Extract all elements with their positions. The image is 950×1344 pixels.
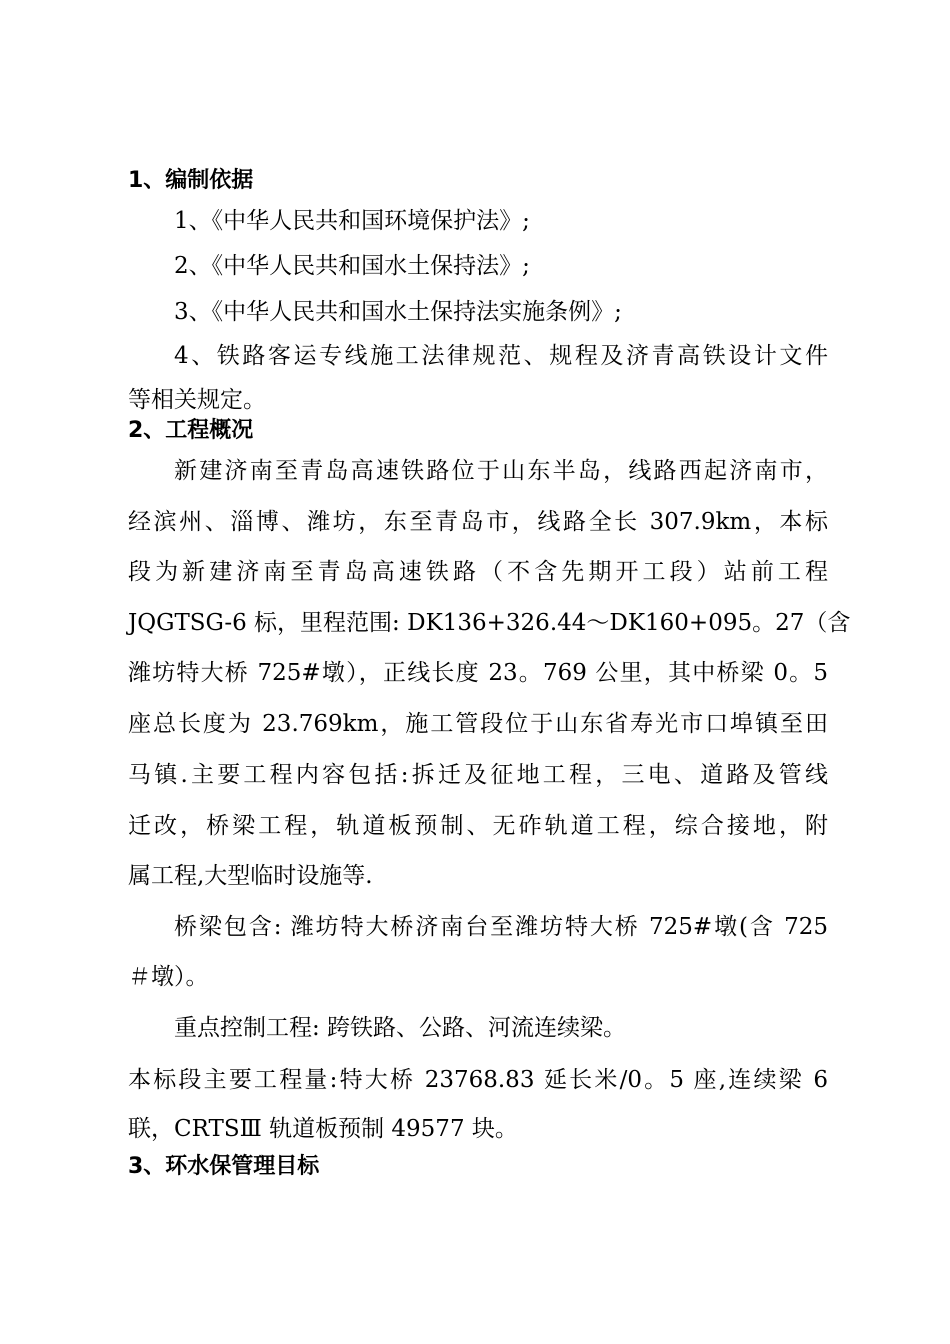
- basis-item-3: 3、《中华人民共和国水土保持法实施条例》;: [174, 299, 622, 325]
- overview-para-line-3: 段为新建济南至青岛高速铁路（不含先期开工段）站前工程: [128, 559, 828, 585]
- overview-para-line-4: JQGTSG-6 标，里程范围: DK136+326.44～DK160+095。27（含: [128, 610, 851, 636]
- overview-para-line-8: 迁改，桥梁工程，轨道板预制、无砟轨道工程，综合接地，附: [128, 813, 828, 839]
- basis-item-1: 1、《中华人民共和国环境保护法》;: [174, 208, 530, 234]
- section-3-heading: 3、环水保管理目标: [128, 1154, 320, 1179]
- overview-para-line-6: 座总长度为 23.769km，施工管段位于山东省寿光市口埠镇至田: [128, 711, 828, 737]
- section-1-heading: 1、编制依据: [128, 168, 254, 193]
- overview-para-line-2: 经滨州、淄博、潍坊，东至青岛市，线路全长 307.9km，本标: [128, 509, 828, 535]
- key-works-para: 重点控制工程: 跨铁路、公路、河流连续梁。: [174, 1015, 627, 1041]
- overview-para-line-9: 属工程,大型临时设施等.: [128, 863, 373, 889]
- overview-para-line-7: 马镇.主要工程内容包括:拆迁及征地工程，三电、道路及管线: [128, 762, 828, 788]
- overview-para-line-5: 潍坊特大桥 725#墩），正线长度 23。769 公里，其中桥梁 0。5: [128, 660, 828, 686]
- quantities-para-line-1: 本标段主要工程量:特大桥 23768.83 延长米/0。5 座,连续梁 6: [128, 1067, 828, 1093]
- quantities-para-line-2: 联，CRTSⅢ 轨道板预制 49577 块。: [128, 1116, 518, 1142]
- basis-item-4-line-2: 等相关规定。: [128, 387, 266, 413]
- basis-item-2: 2、《中华人民共和国水土保持法》;: [174, 253, 530, 279]
- bridge-para-line-1: 桥梁包含: 潍坊特大桥济南台至潍坊特大桥 725#墩(含 725: [174, 914, 828, 940]
- section-2-heading: 2、工程概况: [128, 418, 254, 443]
- bridge-para-line-2: ＃墩）。: [128, 964, 209, 990]
- overview-para-line-1: 新建济南至青岛高速铁路位于山东半岛，线路西起济南市，: [174, 458, 828, 484]
- basis-item-4-line-1: 4、铁路客运专线施工法律规范、规程及济青高铁设计文件: [174, 343, 828, 369]
